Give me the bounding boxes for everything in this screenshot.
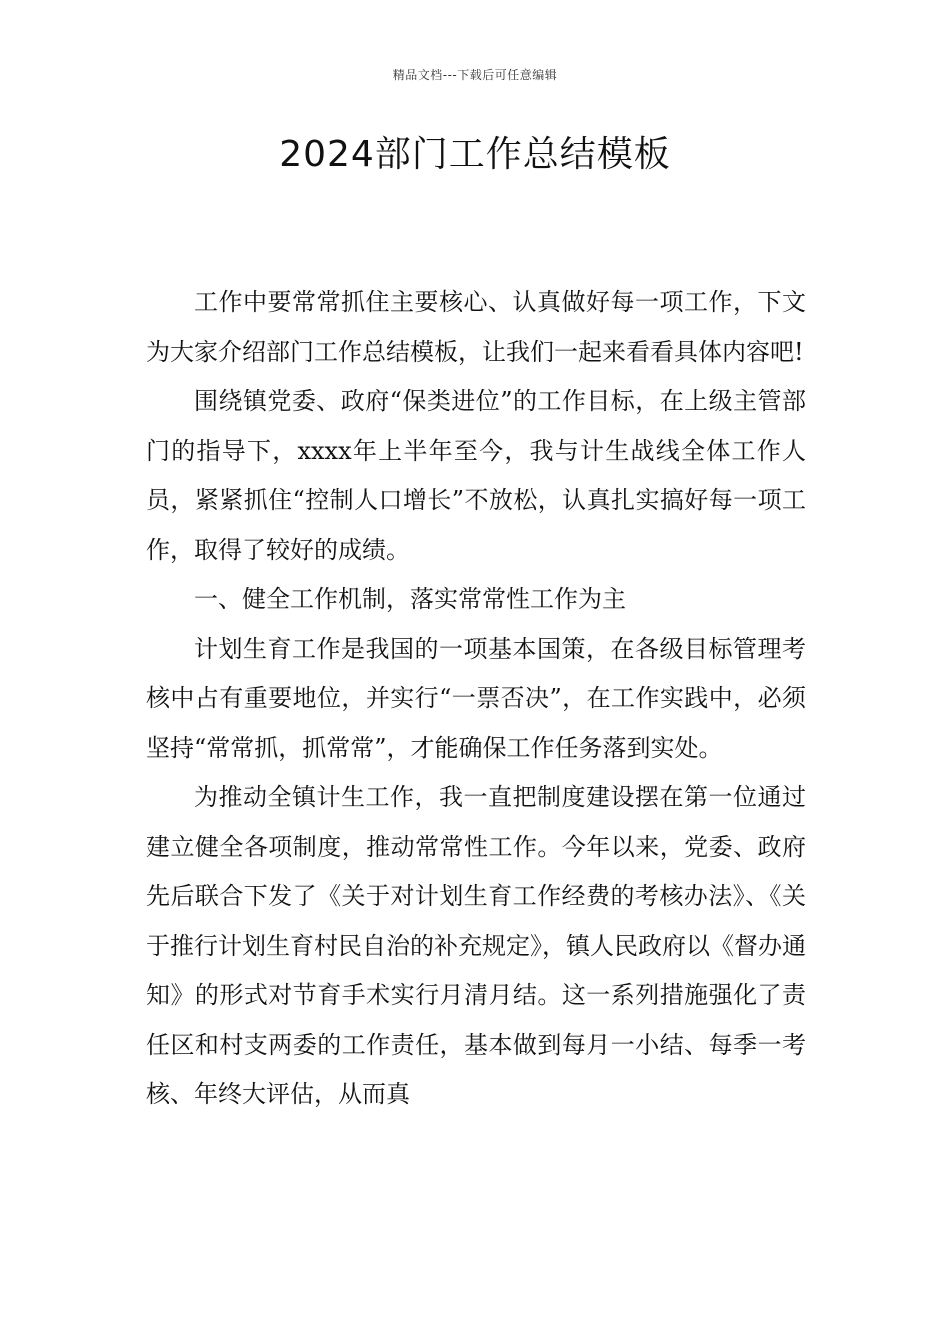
paragraph-intro: 工作中要常常抓住主要核心、认真做好每一项工作，下文为大家介绍部门工作总结模板，让我们一起来看看具体内容吧!	[146, 288, 806, 366]
paragraph-policy: 计划生育工作是我国的一项基本国策，在各级目标管理考核中占有重要地位，并实行“一票否决”，在工作实践中，必须坚持“常常抓，抓常常”，才能确保工作任务落到实处。	[146, 634, 806, 762]
header-note: 精品文档---下载后可任意编辑	[392, 68, 558, 82]
paragraph-system: 为推动全镇计生工作，我一直把制度建设摆在第一位通过建立健全各项制度，推动常常性工作。今年以来，党委、政府先后联合下发了《关于对计划生育工作经费的考核办法》、《关于推行计划生育村民自治的补充规定》，镇人民政府以《督办通知》的形式对节育手术实行月清月结。这一系列措施强化了责任区和村支两委的工作责任，基本做到每月一小结、每季一考核、年终大评估，从而真	[146, 783, 806, 1108]
document-title: 2024部门工作总结模板	[279, 134, 671, 175]
paragraph-goal: 围绕镇党委、政府“保类进位”的工作目标，在上级主管部门的指导下，xxxx年上半年至今，我与计生战线全体工作人员，紧紧抓住“控制人口增长”不放松，认真扎实搞好每一项工作，取得了较好的成绩。	[146, 387, 806, 564]
section-heading-1: 一、健全工作机制，落实常常性工作为主	[194, 585, 626, 613]
document-body	[146, 278, 806, 1120]
